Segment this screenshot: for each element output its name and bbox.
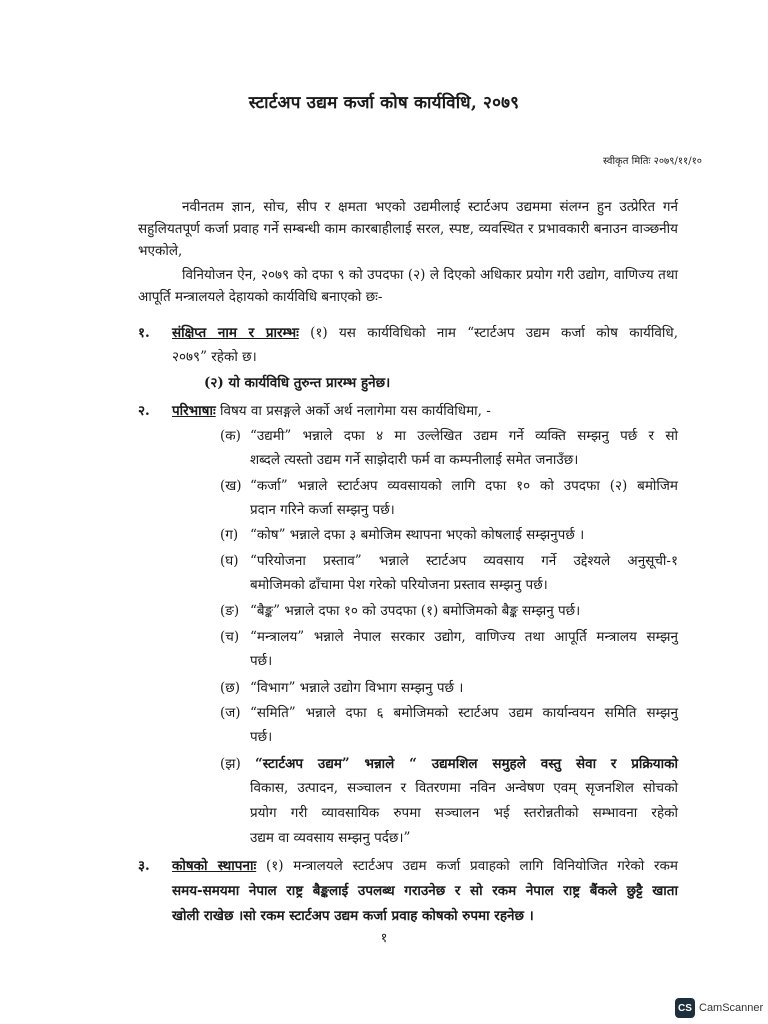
- startup-definition-line4: उद्यम वा व्यवसाय सम्झनु पर्दछ।”: [250, 830, 411, 846]
- definition-line1: “कर्जा” भन्नाले स्टार्टअप व्यवसायको लागि दफा १० को उपदफा (२) बमोजिम: [250, 478, 678, 494]
- definition-line1: “उद्यमी” भन्नाले दफा ४ मा उल्लेखित उद्यम गर्ने व्यक्ति सम्झनु पर्छ र सो: [250, 428, 678, 444]
- section1-heading: संक्षिप्त नाम र प्रारम्भः: [172, 325, 299, 341]
- definition-line1: “मन्त्रालय” भन्नाले नेपाल सरकार उद्योग, वाणिज्य तथा आपूर्ति मन्त्रालय सम्झनु: [250, 629, 678, 645]
- section3-number: ३.: [138, 858, 150, 874]
- definition-label: (ङ): [220, 603, 240, 619]
- definition-label: (झ): [220, 756, 241, 772]
- camscanner-logo-icon: CS: [675, 998, 695, 1018]
- section3-line1-wrap: [172, 856, 678, 874]
- section1-clause1-line1: (१) यस कार्यविधिको नाम “स्टार्टअप उद्यम कर्जा कोष कार्यविधि,: [310, 325, 678, 341]
- definition-line1: “परियोजना प्रस्ताव” भन्नाले स्टार्टअप व्यवसाय गर्ने उद्देश्यले अनुसूची-१: [250, 553, 678, 569]
- definition-label: (क): [220, 428, 241, 444]
- definition-label: (ज): [220, 705, 241, 721]
- section2-number: २.: [138, 403, 150, 419]
- section3-line3: खोली राखेछ ।सो रकम स्टार्टअप उद्यम कर्जा प्रवाह कोषको रुपमा रहनेछ ।: [172, 908, 534, 924]
- preamble-paragraph: नवीनतम ज्ञान, सोच, सीप र क्षमता भएको उद्यमीलाई स्टार्टअप उद्यममा संलग्न हुन उत्प्रेरित गर्न सहुलियतपूर्ण कर्जा प्रवाह गर्ने सम्बन्धी काम कारबाहीलाई सरल, स्पष्ट, व्यवस्थित र प्रभावकारी बनाउन वाञ्छनीय भएकोले,: [138, 199, 678, 259]
- section2-intro: विषय वा प्रसङ्गले अर्को अर्थ नलागेमा यस कार्यविधिमा, -: [220, 403, 491, 419]
- definition-line1: “समिति” भन्नाले दफा ६ बमोजिमको स्टार्टअप उद्यम कार्यान्वयन समिति सम्झनु: [250, 705, 678, 721]
- definition-line2: बमोजिमको ढाँचामा पेश गरेको परियोजना प्रस्ताव सम्झनु पर्छ।: [250, 577, 548, 593]
- camscanner-label: CamScanner: [699, 1002, 764, 1014]
- definition-line1: “बैङ्क” भन्नाले दफा १० को उपदफा (१) बमोजिमको बैङ्क सम्झनु पर्छ।: [250, 603, 581, 619]
- approved-date: स्वीकृत मितिः २०७९/११/१०: [603, 156, 702, 167]
- definition-line1: “कोष” भन्नाले दफा ३ बमोजिम स्थापना भएको कोषलाई सम्झनुपर्छ ।: [250, 527, 585, 543]
- definition-line2: प्रदान गरिने कर्जा सम्झनु पर्छ।: [250, 502, 395, 518]
- definition-label: (ग): [220, 527, 239, 543]
- definition-label: (ख): [220, 478, 242, 494]
- section1-clause2: (२) यो कार्यविधि तुरुन्त प्रारम्भ हुनेछ।: [204, 375, 391, 391]
- document-title: स्टार्टअप उद्यम कर्जा कोष कार्यविधि, २०७९: [248, 93, 520, 113]
- camscanner-watermark: [675, 998, 763, 1018]
- section3-line1: (१) मन्त्रालयले स्टार्टअप उद्यम कर्जा प्रवाहको लागि विनियोजित गरेको रकम: [265, 858, 678, 874]
- section3-heading: कोषको स्थापनाः: [172, 858, 257, 874]
- section1-number: १.: [138, 325, 150, 341]
- definition-label: (घ): [220, 553, 239, 569]
- definition-line1: “विभाग” भन्नाले उद्योग विभाग सम्झनु पर्छ ।: [250, 680, 464, 696]
- authority-paragraph: विनियोजन ऐन, २०७९ को दफा ९ को उपदफा (२) ले दिएको अधिकार प्रयोग गरी उद्योग, वाणिज्य तथा आपूर्ति मन्त्रालयले देहायको कार्यविधि बनाएको छः-: [138, 267, 678, 305]
- page-number: १: [380, 931, 388, 946]
- section1-clause1-line2: २०७९” रहेको छ।: [172, 349, 257, 365]
- definition-line2: शब्दले त्यस्तो उद्यम गर्ने साझेदारी फर्म वा कम्पनीलाई समेत जनाउँछ।: [250, 452, 579, 468]
- section1-line1: [172, 323, 678, 341]
- definition-label: (छ): [220, 680, 240, 696]
- startup-definition-line3: प्रयोग गरी व्यावसायिक रुपमा सञ्चालन भई स्तरोन्नतीको सम्भावना रहेको: [250, 805, 678, 821]
- section2-line: [172, 401, 491, 419]
- section2-heading: परिभाषाः: [172, 403, 216, 419]
- startup-definition-line2: विकास, उत्पादन, सञ्चालन र वितरणमा नविन अन्वेषण एवम् सृजनशिल सोचको: [250, 780, 678, 796]
- startup-definition-line1: “स्टार्टअप उद्यम” भन्नाले “ उद्यमशिल समुहले वस्तु सेवा र प्रक्रियाको: [255, 756, 678, 772]
- definition-label: (च): [220, 629, 240, 645]
- definition-line2: पर्छ।: [250, 653, 273, 669]
- definition-line2: पर्छ।: [250, 729, 273, 745]
- section3-line2: समय-समयमा नेपाल राष्ट्र बैङ्कलाई उपलब्ध गराउनेछ र सो रकम नेपाल राष्ट्र बैंकले छुट्टै खाता: [172, 883, 678, 899]
